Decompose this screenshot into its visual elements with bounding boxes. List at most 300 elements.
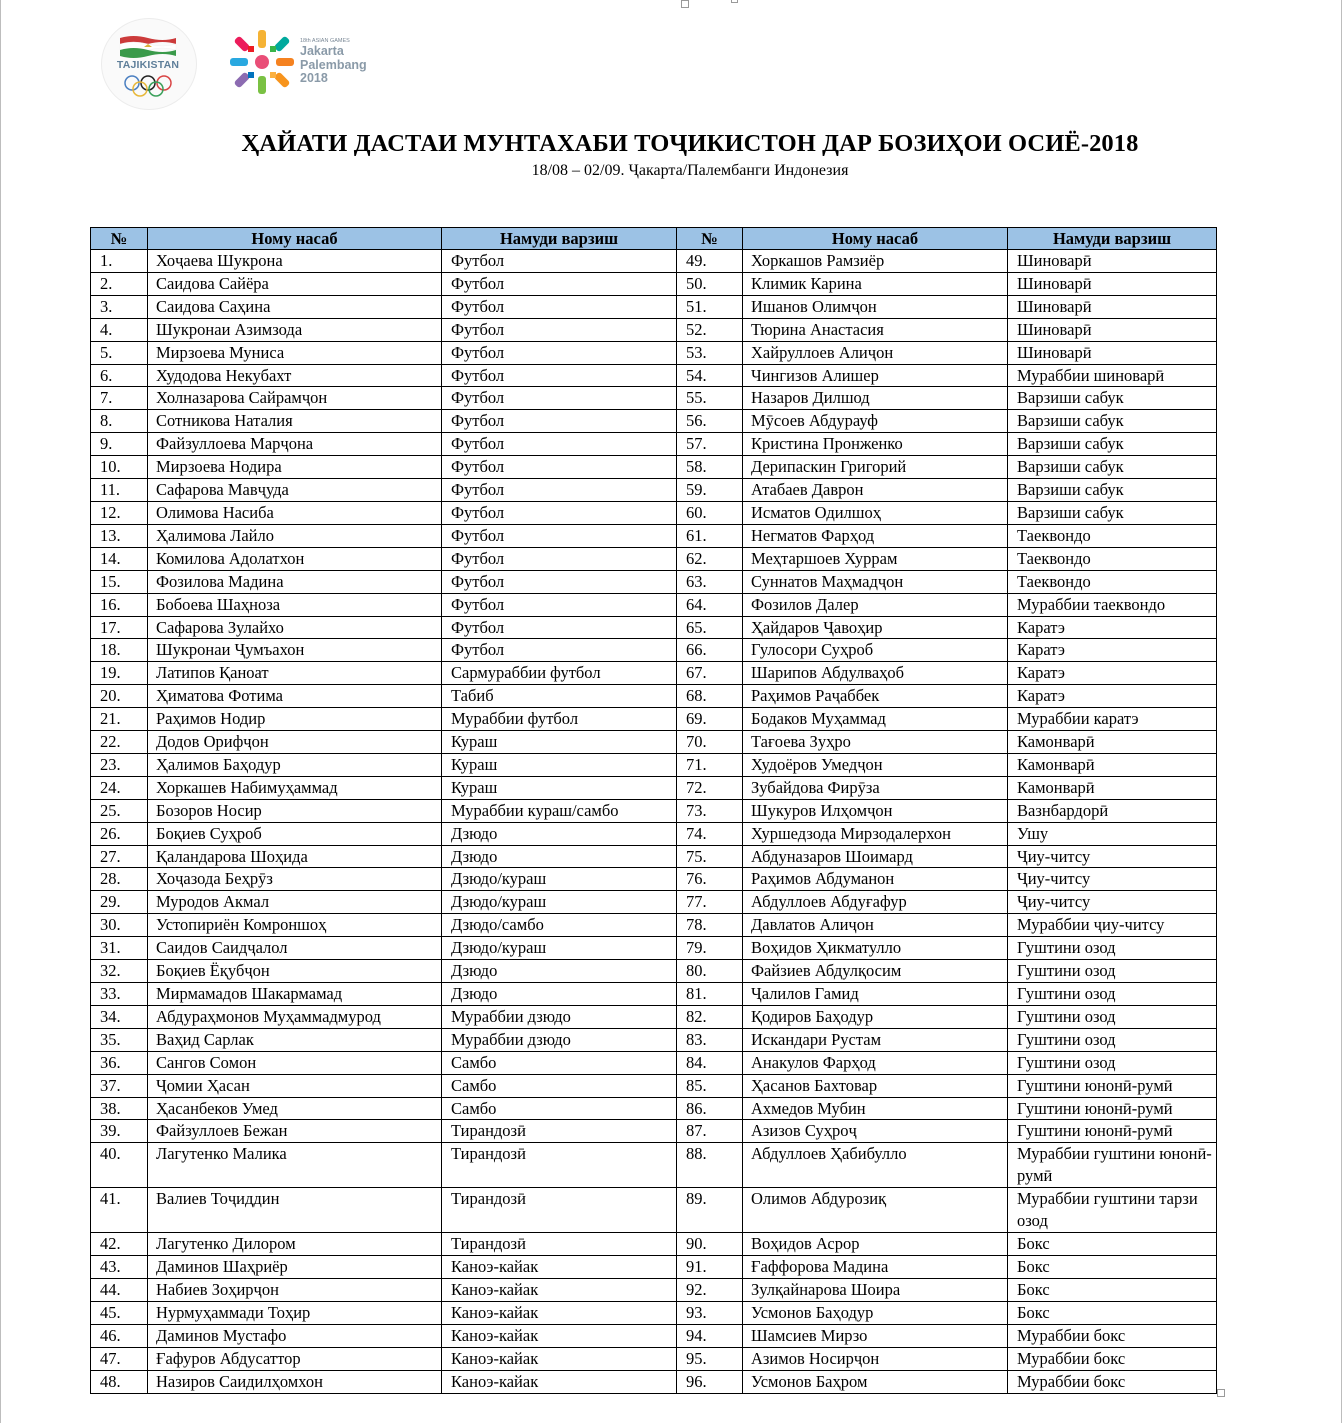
athlete-name: Ғаффорова Мадина — [743, 1256, 1008, 1279]
table-row — [91, 1005, 1217, 1028]
sport-name: Футбол — [442, 616, 677, 639]
athlete-name: Исматов Одилшоҳ — [743, 501, 1008, 524]
sport-name: Футбол — [442, 318, 677, 341]
row-number: 41. — [91, 1188, 148, 1233]
sport-name: Футбол — [442, 295, 677, 318]
row-number: 27. — [91, 845, 148, 868]
page-edge-right — [1341, 0, 1342, 1423]
row-number: 78. — [677, 914, 743, 937]
row-number: 73. — [677, 799, 743, 822]
row-number: 35. — [91, 1028, 148, 1051]
row-number: 32. — [91, 960, 148, 983]
table-row — [91, 776, 1217, 799]
row-number: 58. — [677, 456, 743, 479]
table-row — [91, 410, 1217, 433]
table-row — [91, 937, 1217, 960]
athlete-name: Хуршедзода Мирзодалерхон — [743, 822, 1008, 845]
athlete-name: Шамсиев Мирзо — [743, 1324, 1008, 1347]
athlete-name: Ҳасанбеков Умед — [148, 1097, 442, 1120]
table-header-row — [91, 228, 1217, 250]
athlete-name: Хоҷазода Беҳрӯз — [148, 868, 442, 891]
row-number: 19. — [91, 662, 148, 685]
row-number: 20. — [91, 685, 148, 708]
table-row — [91, 1279, 1217, 1302]
row-number: 91. — [677, 1256, 743, 1279]
sport-name: Гуштини юнонӣ-румӣ — [1008, 1120, 1217, 1143]
row-number: 65. — [677, 616, 743, 639]
header-name-2: Ному насаб — [743, 228, 1008, 250]
sport-name: Камонварӣ — [1008, 776, 1217, 799]
athlete-name: Фозилов Далер — [743, 593, 1008, 616]
row-number: 70. — [677, 731, 743, 754]
row-number: 96. — [677, 1370, 743, 1393]
row-number: 94. — [677, 1324, 743, 1347]
sport-name: Каноэ-кайак — [442, 1347, 677, 1370]
row-number: 79. — [677, 937, 743, 960]
row-number: 56. — [677, 410, 743, 433]
table-row — [91, 295, 1217, 318]
sport-name: Каратэ — [1008, 685, 1217, 708]
athlete-name: Назаров Дилшод — [743, 387, 1008, 410]
row-number: 88. — [677, 1143, 743, 1188]
row-number: 38. — [91, 1097, 148, 1120]
athlete-name: Азизов Суҳроҷ — [743, 1120, 1008, 1143]
row-number: 67. — [677, 662, 743, 685]
sport-name: Варзиши сабук — [1008, 456, 1217, 479]
table-row — [91, 1302, 1217, 1325]
sport-name: Каноэ-кайак — [442, 1370, 677, 1393]
athlete-name: Даминов Мустафо — [148, 1324, 442, 1347]
sport-name: Футбол — [442, 410, 677, 433]
row-number: 95. — [677, 1347, 743, 1370]
asian-games-emblem-icon — [228, 26, 296, 98]
asian-games-edition: 18th ASIAN GAMES — [300, 38, 350, 44]
row-number: 53. — [677, 341, 743, 364]
asian-games-logo — [228, 26, 378, 102]
athlete-name: Мирзоева Нодира — [148, 456, 442, 479]
row-number: 2. — [91, 272, 148, 295]
sport-name: Мураббии каратэ — [1008, 708, 1217, 731]
sport-name: Гуштини юнонӣ-румӣ — [1008, 1097, 1217, 1120]
sport-name: Тирандозӣ — [442, 1120, 677, 1143]
row-number: 34. — [91, 1005, 148, 1028]
table-row — [91, 1188, 1217, 1233]
resize-handle-bottom-right[interactable] — [1217, 1389, 1225, 1397]
table-row — [91, 799, 1217, 822]
athlete-name: Хоркашев Набимуҳаммад — [148, 776, 442, 799]
row-number: 21. — [91, 708, 148, 731]
sport-name: Варзиши сабук — [1008, 387, 1217, 410]
athlete-name: Лагутенко Малика — [148, 1143, 442, 1188]
athlete-name: Ишанов Олимҷон — [743, 295, 1008, 318]
row-number: 48. — [91, 1370, 148, 1393]
row-number: 72. — [677, 776, 743, 799]
table-row — [91, 1028, 1217, 1051]
sport-name: Футбол — [442, 639, 677, 662]
row-number: 26. — [91, 822, 148, 845]
table-row — [91, 1051, 1217, 1074]
sport-name: Мураббии гуштини тарзи озод — [1008, 1188, 1217, 1233]
row-number: 14. — [91, 547, 148, 570]
athlete-name: Ҷалилов Гамид — [743, 983, 1008, 1006]
row-number: 63. — [677, 570, 743, 593]
table-body — [91, 250, 1217, 1394]
athlete-name: Нурмуҳаммади Тоҳир — [148, 1302, 442, 1325]
table-row — [91, 822, 1217, 845]
athlete-name: Худоёров Умедҷон — [743, 753, 1008, 776]
athlete-name: Меҳтаршоев Хуррам — [743, 547, 1008, 570]
sport-name: Футбол — [442, 364, 677, 387]
header-number-1: № — [91, 228, 148, 250]
athlete-name: Шукронаи Ҷумъахон — [148, 639, 442, 662]
row-number: 29. — [91, 891, 148, 914]
athlete-name: Абдуназаров Шоимард — [743, 845, 1008, 868]
athlete-name: Воҳидов Асрор — [743, 1233, 1008, 1256]
table-row — [91, 685, 1217, 708]
row-number: 42. — [91, 1233, 148, 1256]
sport-name: Дзюдо — [442, 983, 677, 1006]
row-number: 3. — [91, 295, 148, 318]
resize-handle-top[interactable] — [681, 0, 689, 8]
table-row — [91, 524, 1217, 547]
row-number: 7. — [91, 387, 148, 410]
row-number: 61. — [677, 524, 743, 547]
row-number: 81. — [677, 983, 743, 1006]
sport-name: Бокс — [1008, 1233, 1217, 1256]
sport-name: Кураш — [442, 731, 677, 754]
athlete-name: Саидов Саидҷалол — [148, 937, 442, 960]
header-sport-2: Намуди варзиш — [1008, 228, 1217, 250]
row-number: 16. — [91, 593, 148, 616]
row-number: 54. — [677, 364, 743, 387]
athlete-name: Даминов Шаҳриёр — [148, 1256, 442, 1279]
row-number: 74. — [677, 822, 743, 845]
sport-name: Ҷиу-читсу — [1008, 868, 1217, 891]
row-number: 64. — [677, 593, 743, 616]
sport-name: Варзиши сабук — [1008, 479, 1217, 502]
table-row — [91, 547, 1217, 570]
sport-name: Футбол — [442, 341, 677, 364]
table-row — [91, 456, 1217, 479]
athlete-name: Устопириён Комроншоҳ — [148, 914, 442, 937]
row-number: 76. — [677, 868, 743, 891]
athlete-name: Ахмедов Мубин — [743, 1097, 1008, 1120]
row-number: 33. — [91, 983, 148, 1006]
row-number: 82. — [677, 1005, 743, 1028]
sport-name: Бокс — [1008, 1256, 1217, 1279]
table-row — [91, 1347, 1217, 1370]
header-number-2: № — [677, 228, 743, 250]
sport-name: Тирандозӣ — [442, 1233, 677, 1256]
table-row — [91, 639, 1217, 662]
sport-name: Шиноварӣ — [1008, 250, 1217, 273]
table-row — [91, 983, 1217, 1006]
athlete-name: Хоҷаева Шукрона — [148, 250, 442, 273]
athlete-name: Комилова Адолатхон — [148, 547, 442, 570]
table-row — [91, 364, 1217, 387]
row-number: 12. — [91, 501, 148, 524]
sport-name: Тирандозӣ — [442, 1143, 677, 1188]
sport-name: Мураббии ҷиу-читсу — [1008, 914, 1217, 937]
table-row — [91, 616, 1217, 639]
row-number: 85. — [677, 1074, 743, 1097]
sport-name: Камонварӣ — [1008, 731, 1217, 754]
athlete-name: Абдураҳмонов Муҳаммадмурод — [148, 1005, 442, 1028]
row-number: 36. — [91, 1051, 148, 1074]
table-row — [91, 250, 1217, 273]
sport-name: Дзюдо/самбо — [442, 914, 677, 937]
table-row — [91, 662, 1217, 685]
sport-name: Шиноварӣ — [1008, 272, 1217, 295]
table-row — [91, 1120, 1217, 1143]
row-number: 59. — [677, 479, 743, 502]
table-row — [91, 501, 1217, 524]
athlete-name: Тюрина Анастасия — [743, 318, 1008, 341]
row-number: 52. — [677, 318, 743, 341]
sport-name: Варзиши сабук — [1008, 501, 1217, 524]
row-number: 11. — [91, 479, 148, 502]
document-subtitle: 18/08 – 02/09. Ҷакарта/Палембанги Индонезия — [531, 162, 849, 179]
resize-handle-top-right[interactable] — [731, 0, 738, 3]
athlete-name: Хайруллоев Алиҷон — [743, 341, 1008, 364]
sport-name: Кураш — [442, 776, 677, 799]
athlete-name: Хоркашов Рамзиёр — [743, 250, 1008, 273]
row-number: 75. — [677, 845, 743, 868]
athlete-name: Қодиров Баҳодур — [743, 1005, 1008, 1028]
row-number: 10. — [91, 456, 148, 479]
row-number: 17. — [91, 616, 148, 639]
sport-name: Ҷиу-читсу — [1008, 891, 1217, 914]
sport-name: Футбол — [442, 250, 677, 273]
athlete-name: Климик Карина — [743, 272, 1008, 295]
sport-name: Футбол — [442, 570, 677, 593]
athlete-name: Ваҳид Сарлак — [148, 1028, 442, 1051]
row-number: 6. — [91, 364, 148, 387]
athlete-name: Ҳалимова Лайло — [148, 524, 442, 547]
sport-name: Гуштини озод — [1008, 937, 1217, 960]
sport-name: Дзюдо — [442, 960, 677, 983]
sport-name: Тирандозӣ — [442, 1188, 677, 1233]
athlete-name: Додов Орифҷон — [148, 731, 442, 754]
row-number: 47. — [91, 1347, 148, 1370]
noc-tajikistan-logo — [101, 18, 195, 108]
athlete-name: Латипов Қаноат — [148, 662, 442, 685]
row-number: 9. — [91, 433, 148, 456]
athlete-name: Ҳайдаров Ҷавоҳир — [743, 616, 1008, 639]
sport-name: Футбол — [442, 387, 677, 410]
athlete-name: Мирмамадов Шакармамад — [148, 983, 442, 1006]
sport-name: Гуштини озод — [1008, 1005, 1217, 1028]
athlete-name: Сафарова Зулайхо — [148, 616, 442, 639]
header-name-1: Ному насаб — [148, 228, 442, 250]
sport-name: Каратэ — [1008, 639, 1217, 662]
roster-table — [90, 227, 1217, 1394]
row-number: 92. — [677, 1279, 743, 1302]
row-number: 44. — [91, 1279, 148, 1302]
athlete-name: Негматов Фарҳод — [743, 524, 1008, 547]
row-number: 66. — [677, 639, 743, 662]
sport-name: Дзюдо — [442, 822, 677, 845]
row-number: 25. — [91, 799, 148, 822]
sport-name: Футбол — [442, 272, 677, 295]
athlete-name: Давлатов Алиҷон — [743, 914, 1008, 937]
sport-name: Мураббии бокс — [1008, 1347, 1217, 1370]
sport-name: Шиноварӣ — [1008, 318, 1217, 341]
athlete-name: Ҳиматова Фотима — [148, 685, 442, 708]
row-number: 28. — [91, 868, 148, 891]
athlete-name: Ҳалимов Баҳодур — [148, 753, 442, 776]
row-number: 62. — [677, 547, 743, 570]
row-number: 18. — [91, 639, 148, 662]
table-row — [91, 387, 1217, 410]
table-row — [91, 708, 1217, 731]
athlete-name: Абдуллоев Абдуғафур — [743, 891, 1008, 914]
sport-name: Футбол — [442, 524, 677, 547]
sport-name: Мураббии футбол — [442, 708, 677, 731]
row-number: 40. — [91, 1143, 148, 1188]
sport-name: Каратэ — [1008, 662, 1217, 685]
sport-name: Гуштини юнонӣ-румӣ — [1008, 1074, 1217, 1097]
sport-name: Дзюдо/кураш — [442, 891, 677, 914]
row-number: 77. — [677, 891, 743, 914]
sport-name: Гуштини озод — [1008, 983, 1217, 1006]
sport-name: Кураш — [442, 753, 677, 776]
sport-name: Шиноварӣ — [1008, 295, 1217, 318]
row-number: 24. — [91, 776, 148, 799]
athlete-name: Шарипов Абдулваҳоб — [743, 662, 1008, 685]
table-row — [91, 753, 1217, 776]
table-row — [91, 593, 1217, 616]
sport-name: Каноэ-кайак — [442, 1324, 677, 1347]
noc-name-text: TAJIKISTAN — [116, 59, 180, 71]
sport-name: Мураббии дзюдо — [442, 1028, 677, 1051]
row-number: 68. — [677, 685, 743, 708]
row-number: 43. — [91, 1256, 148, 1279]
athlete-name: Бозоров Носир — [148, 799, 442, 822]
row-number: 13. — [91, 524, 148, 547]
row-number: 15. — [91, 570, 148, 593]
page-edge-left — [0, 0, 1, 1423]
athlete-name: Бодаков Муҳаммад — [743, 708, 1008, 731]
table-row — [91, 1097, 1217, 1120]
row-number: 86. — [677, 1097, 743, 1120]
sport-name: Гуштини озод — [1008, 960, 1217, 983]
row-number: 22. — [91, 731, 148, 754]
athlete-name: Усмонов Баҳодур — [743, 1302, 1008, 1325]
sport-name: Футбол — [442, 433, 677, 456]
sport-name: Камонварӣ — [1008, 753, 1217, 776]
table-row — [91, 1074, 1217, 1097]
row-number: 4. — [91, 318, 148, 341]
row-number: 80. — [677, 960, 743, 983]
sport-name: Мураббии дзюдо — [442, 1005, 677, 1028]
row-number: 37. — [91, 1074, 148, 1097]
row-number: 69. — [677, 708, 743, 731]
athlete-name: Чингизов Алишер — [743, 364, 1008, 387]
sport-name: Самбо — [442, 1074, 677, 1097]
athlete-name: Лагутенко Дилором — [148, 1233, 442, 1256]
sport-name: Вазнбардорӣ — [1008, 799, 1217, 822]
table-row — [91, 731, 1217, 754]
row-number: 87. — [677, 1120, 743, 1143]
row-number: 1. — [91, 250, 148, 273]
table-row — [91, 1370, 1217, 1393]
row-number: 46. — [91, 1324, 148, 1347]
athlete-name: Ҷомии Ҳасан — [148, 1074, 442, 1097]
athlete-name: Тағоева Зуҳро — [743, 731, 1008, 754]
athlete-name: Мӯсоев Абдурауф — [743, 410, 1008, 433]
table-row — [91, 479, 1217, 502]
athlete-name: Муродов Акмал — [148, 891, 442, 914]
athlete-name: Файзуллоев Бежан — [148, 1120, 442, 1143]
sport-name: Футбол — [442, 501, 677, 524]
table-row — [91, 318, 1217, 341]
sport-name: Футбол — [442, 456, 677, 479]
athlete-name: Файзуллоева Марҷона — [148, 433, 442, 456]
sport-name: Футбол — [442, 593, 677, 616]
athlete-name: Зубайдова Фирӯза — [743, 776, 1008, 799]
sport-name: Мураббии таеквондо — [1008, 593, 1217, 616]
header-sport-1: Намуди варзиш — [442, 228, 677, 250]
athlete-name: Зулқайнарова Шоира — [743, 1279, 1008, 1302]
row-number: 89. — [677, 1188, 743, 1233]
athlete-name: Ҳасанов Бахтовар — [743, 1074, 1008, 1097]
table-row — [91, 1256, 1217, 1279]
sport-name: Каратэ — [1008, 616, 1217, 639]
row-number: 60. — [677, 501, 743, 524]
athlete-name: Дерипаскин Григорий — [743, 456, 1008, 479]
sport-name: Бокс — [1008, 1302, 1217, 1325]
athlete-name: Сангов Сомон — [148, 1051, 442, 1074]
row-number: 93. — [677, 1302, 743, 1325]
sport-name: Таеквондо — [1008, 524, 1217, 547]
athlete-name: Раҳимов Абдуманон — [743, 868, 1008, 891]
athlete-name: Искандари Рустам — [743, 1028, 1008, 1051]
sport-name: Мураббии кураш/самбо — [442, 799, 677, 822]
table-row — [91, 845, 1217, 868]
athlete-name: Шукуров Илҳомҷон — [743, 799, 1008, 822]
row-number: 30. — [91, 914, 148, 937]
athlete-name: Саидова Саҳина — [148, 295, 442, 318]
table-row — [91, 914, 1217, 937]
sport-name: Дзюдо/кураш — [442, 868, 677, 891]
sport-name: Варзиши сабук — [1008, 433, 1217, 456]
row-number: 84. — [677, 1051, 743, 1074]
athlete-name: Набиев Зоҳирҷон — [148, 1279, 442, 1302]
table-row — [91, 868, 1217, 891]
athlete-name: Сотникова Наталия — [148, 410, 442, 433]
table-row — [91, 1233, 1217, 1256]
row-number: 57. — [677, 433, 743, 456]
row-number: 55. — [677, 387, 743, 410]
athlete-name: Воҳидов Ҳикматулло — [743, 937, 1008, 960]
sport-name: Каноэ-кайак — [442, 1256, 677, 1279]
athlete-name: Раҳимов Нодир — [148, 708, 442, 731]
athlete-name: Саидова Сайёра — [148, 272, 442, 295]
athlete-name: Раҳимов Раҷаббек — [743, 685, 1008, 708]
row-number: 45. — [91, 1302, 148, 1325]
sport-name: Дзюдо — [442, 845, 677, 868]
row-number: 71. — [677, 753, 743, 776]
athlete-name: Абдуллоев Ҳабибулло — [743, 1143, 1008, 1188]
athlete-name: Суннатов Маҳмадҷон — [743, 570, 1008, 593]
row-number: 5. — [91, 341, 148, 364]
athlete-name: Мирзоева Муниса — [148, 341, 442, 364]
sport-name: Табиб — [442, 685, 677, 708]
athlete-name: Фозилова Мадина — [148, 570, 442, 593]
athlete-name: Ғафуров Абдусаттор — [148, 1347, 442, 1370]
sport-name: Варзиши сабук — [1008, 410, 1217, 433]
